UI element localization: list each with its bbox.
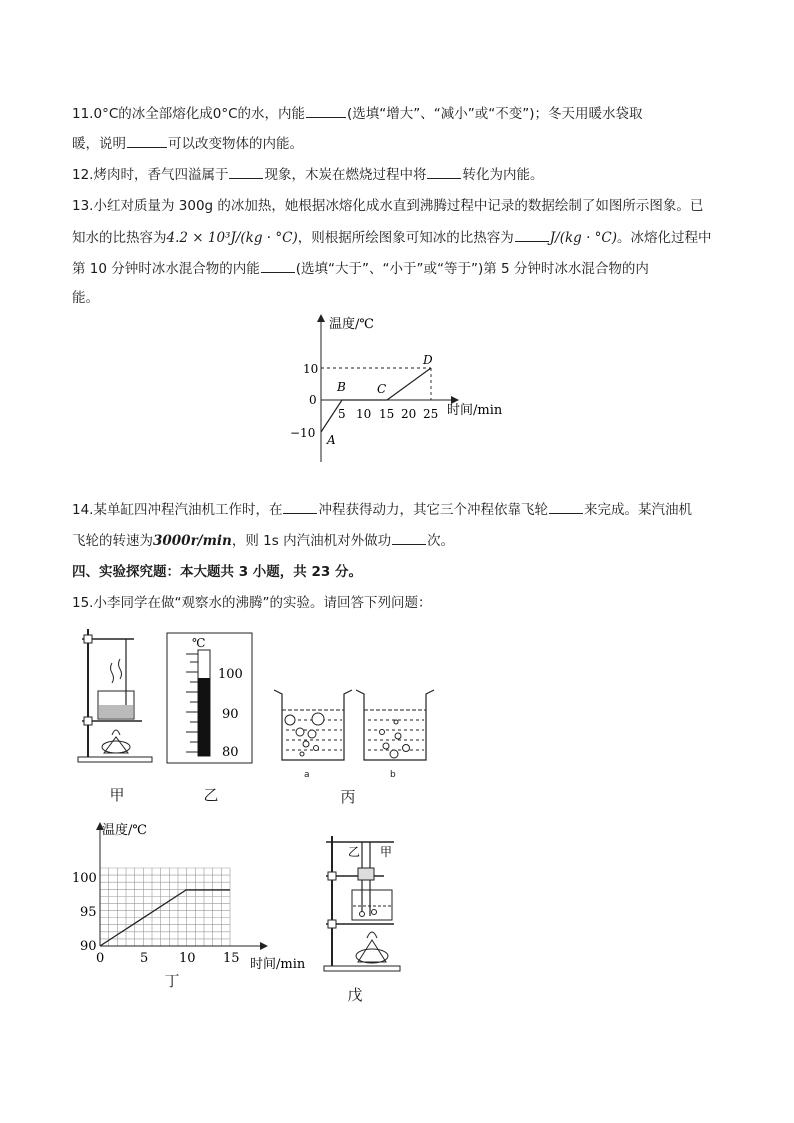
q11-line2 bbox=[72, 133, 732, 154]
q13-blank2[interactable] bbox=[261, 258, 295, 273]
q15-number: 15. bbox=[72, 595, 94, 611]
jia-water bbox=[99, 705, 133, 718]
q14-line1 bbox=[72, 499, 732, 520]
q13-text2e: 。冰熔化过程中 bbox=[617, 230, 712, 246]
q13-xtick-5: 5 bbox=[338, 407, 346, 421]
q13-line3 bbox=[72, 258, 732, 279]
q13-temperature-graph bbox=[285, 312, 515, 472]
caption-a: a bbox=[304, 770, 310, 780]
q13-xtick-10: 10 bbox=[356, 407, 372, 421]
wu-label-yi: 乙 bbox=[348, 845, 361, 859]
q13-line4 bbox=[72, 288, 732, 308]
bing-b-bubble2 bbox=[380, 730, 385, 735]
q15-text1: 小李同学在做“观察水的沸腾”的实验。请回答下列问题： bbox=[93, 595, 432, 611]
wu-beaker bbox=[352, 890, 392, 920]
q12-number: 12. bbox=[72, 167, 94, 183]
caption-ding: 丁 bbox=[164, 972, 180, 990]
wu-clamp bbox=[358, 868, 374, 880]
bing-b-bubble6 bbox=[390, 750, 398, 758]
wu-label-jia: 甲 bbox=[380, 845, 393, 859]
q13-text3b: (选填“大于”、“小于”或“等于”)第 5 分钟时冰水混合物的内 bbox=[295, 261, 649, 277]
q13-text2c: ，则根据所绘图象可知冰的比热容为 bbox=[297, 230, 514, 246]
yi-label-90: 90 bbox=[222, 707, 239, 722]
wu-bubble1 bbox=[360, 912, 365, 917]
fig-wu-apparatus bbox=[318, 832, 410, 974]
q14-rpm: 3000r/min bbox=[153, 533, 232, 549]
caption-b: b bbox=[390, 770, 396, 780]
q14-text4d: 次。 bbox=[427, 533, 455, 549]
q13-point-c: C bbox=[377, 382, 387, 396]
q13-text3a: 第 10 分钟时冰水混合物的内能 bbox=[72, 261, 260, 277]
wu-base bbox=[324, 966, 400, 971]
q14-text1: 某单缸四冲程汽油机工作时，在 bbox=[93, 502, 283, 518]
q11-text1: 0°C的冰全部熔化成0°C的水，内能 bbox=[93, 106, 306, 122]
q14-number: 14. bbox=[72, 502, 94, 518]
q14-line2 bbox=[72, 530, 732, 551]
q13-text2a: 知水的比热容为 bbox=[72, 230, 167, 246]
ding-xtick-10: 10 bbox=[179, 951, 196, 966]
wu-flame bbox=[367, 932, 377, 938]
q13-x-label: 时间/min bbox=[447, 403, 503, 418]
ding-ytick-100: 100 bbox=[72, 871, 97, 886]
q12-text3: 转化为内能。 bbox=[462, 167, 544, 183]
caption-wu: 戊 bbox=[347, 986, 363, 1004]
q14-text3: 来完成。某汽油机 bbox=[583, 502, 692, 518]
wu-ring-block bbox=[328, 920, 336, 928]
section-4-heading: 四、实验探究题：本大题共 3 小题，共 23 分。 bbox=[72, 564, 362, 580]
q12-text1: 烤肉时，香气四溢属于 bbox=[93, 167, 229, 183]
q13-blank1[interactable] bbox=[515, 227, 549, 242]
fig-ding-graph bbox=[72, 818, 317, 976]
caption-yi: 乙 bbox=[203, 786, 219, 804]
q14-blank3[interactable] bbox=[392, 530, 426, 545]
jia-clamp-block bbox=[84, 635, 92, 643]
ding-xtick-15: 15 bbox=[223, 951, 240, 966]
q13-unit: J/(kg · °C) bbox=[549, 230, 618, 246]
jia-lamp bbox=[104, 737, 128, 753]
yi-label-80: 80 bbox=[222, 745, 239, 760]
q13-xtick-25: 25 bbox=[423, 407, 439, 421]
wu-bubble2 bbox=[372, 910, 377, 915]
bing-a-bubble3 bbox=[296, 728, 304, 736]
caption-jia: 甲 bbox=[109, 786, 125, 804]
q13-line2 bbox=[72, 227, 732, 248]
ding-y-label: 温度/℃ bbox=[102, 823, 147, 838]
q14-blank2[interactable] bbox=[549, 499, 583, 514]
q13-ytick-neg10: −10 bbox=[290, 426, 316, 440]
q13-point-b: B bbox=[337, 380, 346, 394]
bing-a-bubble1 bbox=[285, 715, 295, 725]
bing-b-bubble4 bbox=[383, 743, 389, 749]
jia-steam2 bbox=[119, 659, 122, 679]
ding-xtick-0: 0 bbox=[96, 951, 105, 966]
q13-ytick-0: 0 bbox=[309, 393, 317, 407]
fig-yi-thermometer bbox=[166, 632, 254, 764]
jia-ring-block bbox=[84, 717, 92, 725]
yi-label-100: 100 bbox=[218, 667, 243, 682]
q11-blank2[interactable] bbox=[127, 133, 167, 148]
wu-mid-block bbox=[328, 872, 336, 880]
q14-text4a: 飞轮的转速为 bbox=[72, 533, 153, 549]
q11-line1 bbox=[72, 103, 732, 124]
q11-blank1[interactable] bbox=[306, 103, 346, 118]
fig-jia-apparatus bbox=[72, 625, 162, 765]
q13-xtick-20: 20 bbox=[401, 407, 417, 421]
fig-bing-beakers bbox=[272, 686, 437, 768]
q13-text4: 能。 bbox=[72, 290, 99, 306]
bing-b-bubble1 bbox=[394, 720, 398, 724]
q12-line bbox=[72, 164, 732, 185]
yi-mercury bbox=[198, 678, 210, 756]
q14-blank1[interactable] bbox=[283, 499, 317, 514]
yi-unit: ℃ bbox=[192, 636, 206, 650]
wu-lamp bbox=[358, 940, 386, 962]
q14-text4c: ，则 1s 内汽油机对外做功 bbox=[231, 533, 392, 549]
bing-b-bubble5 bbox=[403, 745, 410, 752]
ding-xtick-5: 5 bbox=[140, 951, 149, 966]
jia-flame bbox=[112, 730, 120, 735]
jia-steam1 bbox=[111, 663, 114, 683]
q15-line bbox=[72, 593, 732, 613]
q13-line1 bbox=[72, 196, 732, 216]
q13-xtick-15: 15 bbox=[379, 407, 395, 421]
q13-point-a: A bbox=[327, 433, 336, 447]
bing-a-bubble6 bbox=[314, 746, 319, 751]
q13-text1: 小红对质量为 300g 的冰加热，她根据冰熔化成水直到沸腾过程中记录的数据绘制了如图所示图象。已 bbox=[93, 198, 704, 214]
bing-b-bubble3 bbox=[395, 733, 401, 739]
bing-a-bubble7 bbox=[300, 752, 304, 756]
ding-ytick-90: 90 bbox=[80, 939, 97, 954]
jia-base bbox=[78, 757, 152, 762]
wu-lamp-body bbox=[356, 949, 388, 963]
q13-specific-heat-water: 4.2 × 10³J/(kg · °C) bbox=[166, 230, 298, 246]
q13-ytick-10: 10 bbox=[303, 362, 319, 376]
q13-number: 13. bbox=[72, 198, 94, 214]
q12-text2: 现象，木炭在燃烧过程中将 bbox=[264, 167, 427, 183]
jia-lamp-body bbox=[102, 741, 130, 753]
bing-a-bubble2 bbox=[312, 713, 324, 725]
q13-point-d: D bbox=[423, 353, 433, 367]
q12-blank1[interactable] bbox=[229, 164, 263, 179]
q13-y-label: 温度/℃ bbox=[329, 317, 374, 332]
ding-ytick-95: 95 bbox=[80, 905, 97, 920]
ding-grid bbox=[100, 868, 230, 946]
bing-a-bubble4 bbox=[308, 730, 316, 738]
q11-number: 11. bbox=[72, 106, 94, 122]
q11-text4: 可以改变物体的内能。 bbox=[168, 136, 303, 152]
ding-curve bbox=[100, 890, 230, 946]
q14-text2: 冲程获得动力，其它三个冲程依靠飞轮 bbox=[318, 502, 548, 518]
q11-text3: 暖，说明 bbox=[72, 136, 126, 152]
caption-bing: 丙 bbox=[340, 788, 356, 806]
q12-blank2[interactable] bbox=[427, 164, 461, 179]
q11-text2: (选填“增大”、“减小”或“不变”)；冬天用暖水袋取 bbox=[347, 106, 643, 122]
bing-a-bubble5 bbox=[303, 741, 309, 747]
ding-x-label: 时间/min bbox=[250, 957, 306, 972]
